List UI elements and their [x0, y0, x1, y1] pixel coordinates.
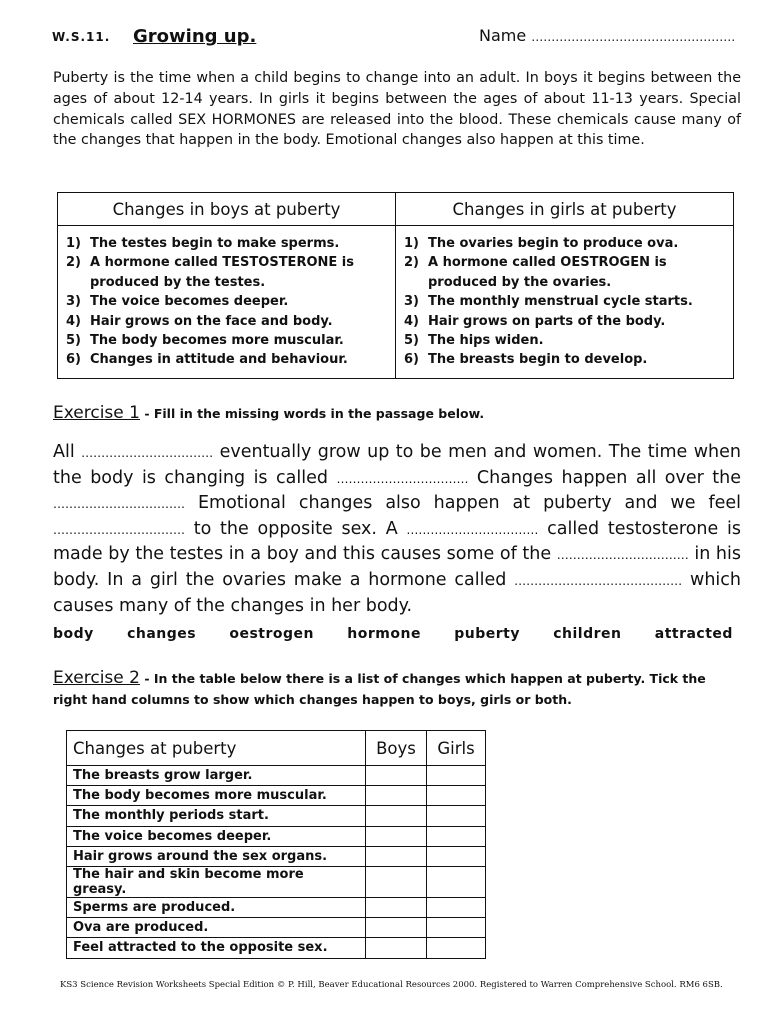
boys-tick-cell[interactable] [366, 806, 427, 826]
list-item: 5) The body becomes more muscular. [66, 333, 344, 349]
col-changes-heading: Changes at puberty [67, 731, 366, 766]
girls-tick-cell[interactable] [427, 897, 486, 917]
boys-tick-cell[interactable] [366, 766, 427, 786]
word-bank-item: body [53, 626, 94, 642]
table-row: The hair and skin become more greasy. [67, 866, 486, 897]
boys-tick-cell[interactable] [366, 866, 427, 897]
blank-6[interactable]: …………………………… [556, 548, 689, 563]
name-label: Name [479, 26, 527, 45]
exercise-2-label: Exercise 2 [53, 668, 140, 688]
blank-2[interactable]: …………………………… [336, 471, 469, 486]
blank-3[interactable]: …………………………… [53, 497, 185, 512]
girls-tick-cell[interactable] [427, 826, 486, 846]
boys-tick-cell[interactable] [366, 846, 427, 866]
girls-tick-cell[interactable] [427, 786, 486, 806]
page-title: Growing up. [133, 26, 257, 47]
exercise-2-instruction: - In the table below there is a list of changes which happen at puberty. Tick the right hand columns to show which changes happen to boys, girls or both. [53, 671, 706, 707]
table-row: Ova are produced. [67, 918, 486, 938]
boys-tick-cell[interactable] [366, 938, 427, 958]
name-field [479, 26, 735, 45]
tick-table [66, 730, 486, 959]
fill-in-passage: All …………………………… eventually grow up to be men and women. The time when the body is changing is called …………………………… Changes happen all over the …………………………… Emotional changes also happen at puberty and we feel …………………………… to the opposite sex. A …………………………… called testosterone is made by the testes in a boy and this causes some of the …………………………… in his body. In a girl the ovaries make a hormone called …………………………………… which causes many of the changes in her body. [53, 442, 741, 616]
table-row: Feel attracted to the opposite sex. [67, 938, 486, 958]
girls-changes-list [404, 234, 729, 370]
girls-column-heading: Changes in girls at puberty [396, 193, 734, 226]
table-row: The voice becomes deeper. [67, 826, 486, 846]
girls-tick-cell[interactable] [427, 806, 486, 826]
word-bank-item: attracted [654, 626, 733, 642]
word-bank [53, 626, 733, 642]
exercise-1-instruction: - Fill in the missing words in the passage below. [139, 406, 485, 421]
list-item: 2) A hormone called OESTROGEN is produced by the ovaries. [404, 255, 667, 290]
word-bank-item: hormone [347, 626, 421, 642]
exercise-1-heading [53, 403, 484, 423]
boys-changes-list [66, 234, 391, 370]
table-row: The body becomes more muscular. [67, 786, 486, 806]
col-boys-heading: Boys [366, 731, 427, 766]
col-girls-heading: Girls [427, 731, 486, 766]
girls-tick-cell[interactable] [427, 938, 486, 958]
exercise-1-label: Exercise 1 [53, 403, 140, 423]
list-item: 1) The testes begin to make sperms. [66, 236, 340, 251]
list-item: 3) The monthly menstrual cycle starts. [404, 294, 693, 310]
boys-changes-cell [58, 226, 396, 379]
blank-5[interactable]: …………………………… [406, 522, 539, 537]
word-bank-item: children [553, 626, 622, 642]
exercise-2-heading [53, 668, 741, 710]
intro-paragraph: Puberty is the time when a child begins to change into an adult. In boys it begins between the ages of about 12-14 years. In girls it begins between the ages of about 11-13 years. Special chemicals called SEX HORMONES are released into the blood. These chemicals cause many of the changes that happen in the body. Emotional changes also happen at this time. [53, 70, 741, 149]
list-item: 5) The hips widen. [404, 333, 544, 349]
girls-tick-cell[interactable] [427, 918, 486, 938]
list-item: 6) The breasts begin to develop. [404, 352, 648, 368]
table-row: The monthly periods start. [67, 806, 486, 826]
table-row: Sperms are produced. [67, 897, 486, 917]
list-item: 1) The ovaries begin to produce ova. [404, 236, 679, 251]
girls-tick-cell[interactable] [427, 766, 486, 786]
girls-tick-cell[interactable] [427, 866, 486, 897]
boys-tick-cell[interactable] [366, 826, 427, 846]
list-item: 6) Changes in attitude and behaviour. [66, 352, 348, 368]
puberty-changes-table [57, 192, 734, 379]
blank-4[interactable]: …………………………… [53, 522, 185, 537]
footer-credit: KS3 Science Revision Worksheets Special Edition © P. Hill, Beaver Educational Resources 2000. Registered to Warren Comprehensive School. RM6 6SB. [60, 980, 723, 990]
list-item: 3) The voice becomes deeper. [66, 294, 289, 310]
worksheet-code: W.S.11. [52, 30, 111, 44]
boys-column-heading: Changes in boys at puberty [58, 193, 396, 226]
name-blank: …………………………………………… [531, 30, 736, 44]
table-row: Hair grows around the sex organs. [67, 846, 486, 866]
boys-tick-cell[interactable] [366, 918, 427, 938]
girls-tick-cell[interactable] [427, 846, 486, 866]
list-item: 4) Hair grows on the face and body. [66, 313, 333, 329]
table-row: The breasts grow larger. [67, 766, 486, 786]
word-bank-item: oestrogen [229, 626, 315, 642]
word-bank-item: changes [127, 626, 197, 642]
blank-1[interactable]: …………………………… [81, 446, 214, 460]
list-item: 4) Hair grows on parts of the body. [404, 313, 666, 329]
boys-tick-cell[interactable] [366, 786, 427, 806]
blank-7[interactable]: …………………………………… [514, 573, 683, 588]
girls-changes-cell [396, 226, 734, 379]
list-item: 2) A hormone called TESTOSTERONE is produced by the testes. [66, 255, 354, 290]
boys-tick-cell[interactable] [366, 897, 427, 917]
word-bank-item: puberty [454, 626, 520, 642]
